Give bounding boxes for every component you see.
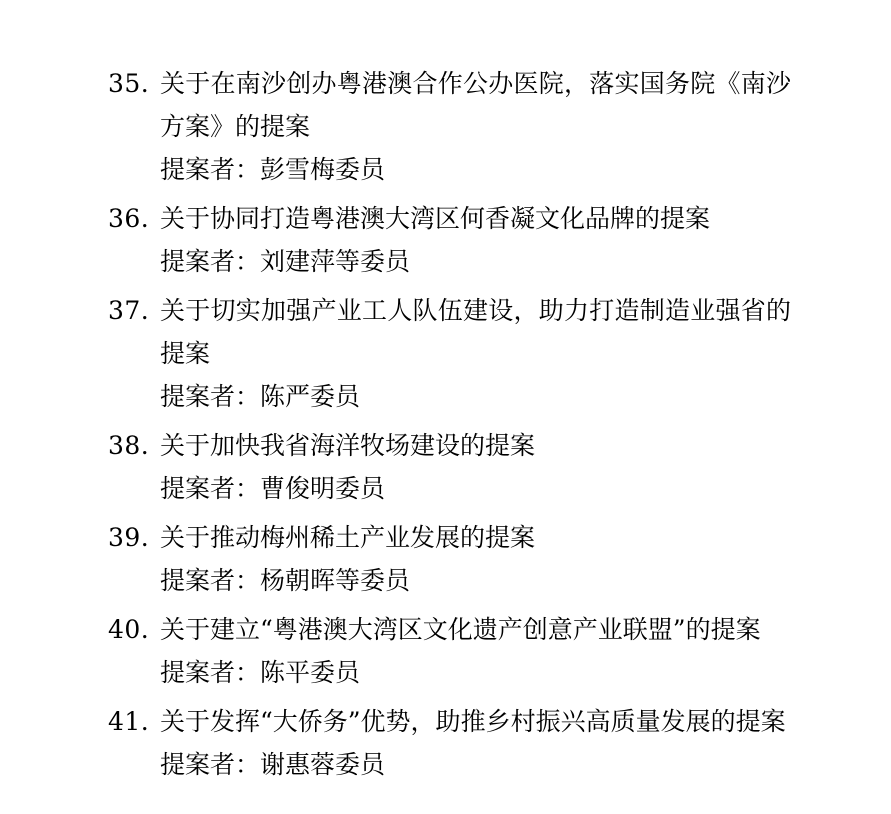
list-item — [108, 516, 791, 602]
proposal-title: 关于协同打造粤港澳大湾区何香凝文化品牌的提案 — [160, 204, 711, 233]
proposal-proposer: 提案者：曹俊明委员 — [160, 474, 386, 503]
proposal-number: 41. — [108, 707, 150, 736]
proposal-title: 关于加快我省海洋牧场建设的提案 — [160, 431, 536, 460]
proposal-proposer: 提案者：陈平委员 — [160, 658, 361, 687]
proposal-number: 39. — [108, 523, 150, 552]
proposal-title: 关于推动梅州稀土产业发展的提案 — [160, 523, 536, 552]
proposal-entry-main — [108, 197, 791, 240]
proposal-title: 关于发挥“大侨务”优势，助推乡村振兴高质量发展的提案 — [160, 707, 786, 736]
proposal-number: 40. — [108, 615, 150, 644]
list-item — [108, 700, 791, 786]
list-item — [108, 62, 791, 191]
proposal-number: 38. — [108, 431, 150, 460]
proposal-title: 关于在南沙创办粤港澳合作公办医院，落实国务院《南沙方案》的提案 — [160, 69, 791, 141]
proposal-number: 36. — [108, 204, 150, 233]
proposal-entry-main — [108, 608, 791, 651]
proposal-proposer: 提案者：谢惠蓉委员 — [160, 750, 386, 779]
proposal-entry-main — [108, 700, 791, 743]
proposal-number: 35. — [108, 69, 150, 98]
list-item — [108, 424, 791, 510]
proposal-proposer: 提案者：陈严委员 — [160, 382, 361, 411]
proposal-title: 关于切实加强产业工人队伍建设，助力打造制造业强省的提案 — [160, 296, 791, 368]
list-item — [108, 197, 791, 283]
proposal-proposer: 提案者：彭雪梅委员 — [160, 155, 386, 184]
proposal-number: 37. — [108, 296, 150, 325]
proposal-entry-main — [108, 62, 791, 148]
list-item — [108, 608, 791, 694]
proposal-entry-main — [108, 424, 791, 467]
proposal-title: 关于建立“粤港澳大湾区文化遗产创意产业联盟”的提案 — [160, 615, 761, 644]
proposal-proposer: 提案者：杨朝晖等委员 — [160, 566, 411, 595]
proposal-entry-main — [108, 516, 791, 559]
proposal-proposer: 提案者：刘建萍等委员 — [160, 247, 411, 276]
list-item — [108, 289, 791, 418]
proposal-entry-main — [108, 289, 791, 375]
